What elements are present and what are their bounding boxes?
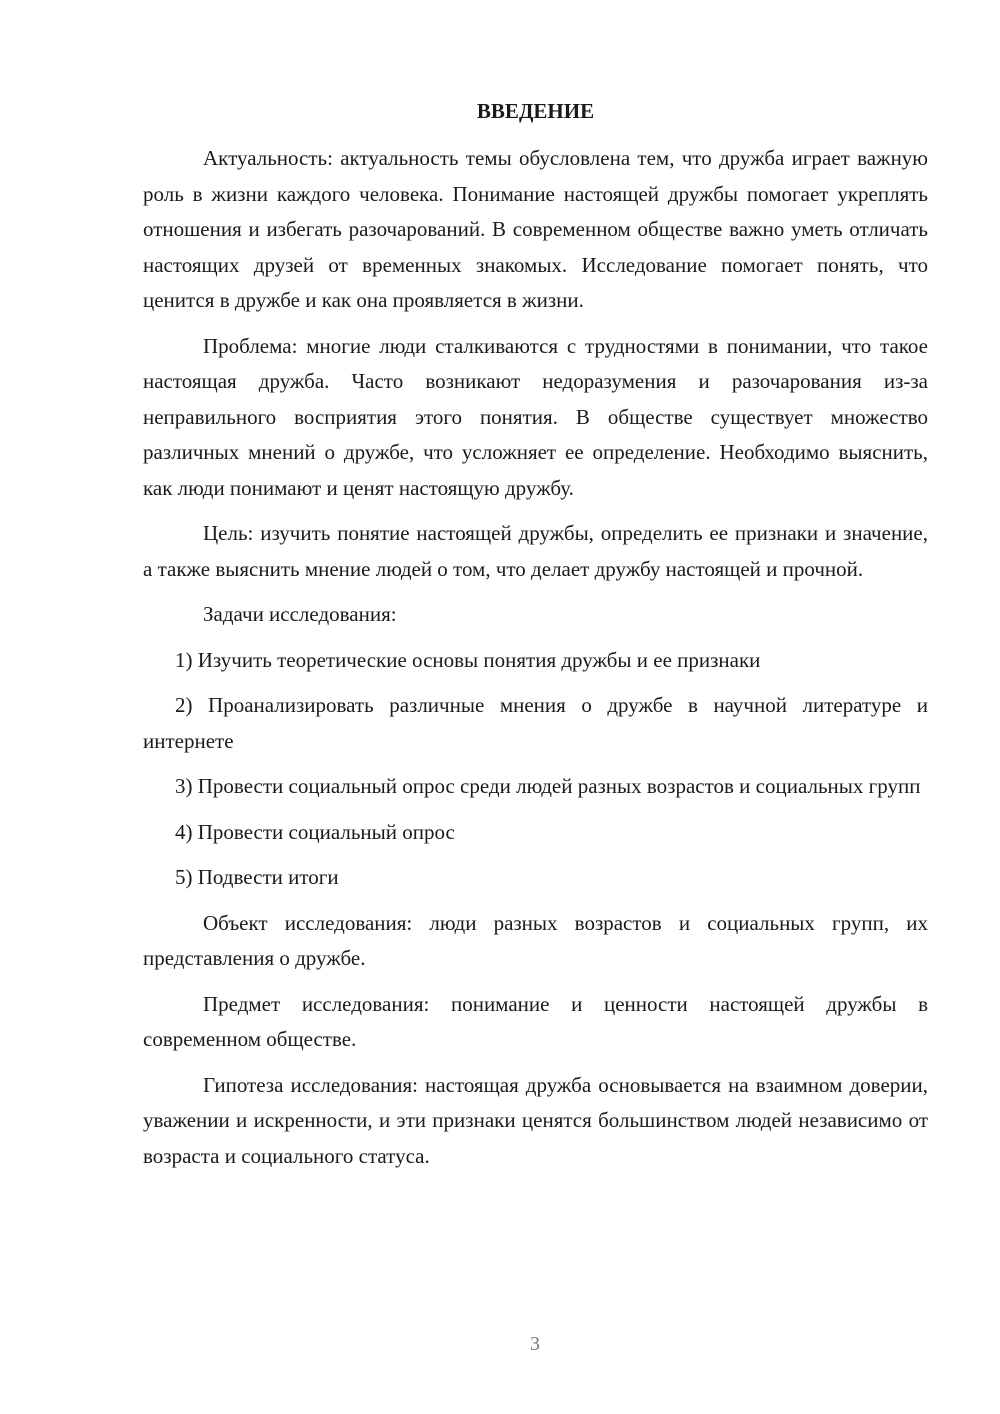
subject-paragraph: Предмет исследования: понимание и ценности настоящей дружбы в современном обществе. bbox=[143, 991, 928, 1051]
page-number: 3 bbox=[530, 1333, 540, 1355]
task-item-5: 5) Подвести итоги bbox=[175, 865, 339, 889]
task-item-4: 4) Провести социальный опрос bbox=[175, 819, 455, 844]
task-item-3: 3) Провести социальный опрос среди людей разных возрастов и социальных групп bbox=[175, 774, 921, 798]
tasks-heading: Задачи исследования: bbox=[203, 602, 397, 626]
page-content bbox=[143, 94, 928, 1184]
relevance-paragraph: Актуальность: актуальность темы обусловлена тем, что дружба играет важную роль в жизни каждого человека. Понимание настоящей дружбы помогает укреплять отношения и избегать разочарований. В современном обществе важно уметь отличать настоящих друзей от временных знакомых. Исследование помогает понять, что ценится в дружбе и как она проявляется в жизни. bbox=[143, 146, 928, 312]
hypothesis-paragraph: Гипотеза исследования: настоящая дружба основывается на взаимном доверии, уважении и искренности, и эти признаки ценятся большинством людей независимо от возраста и социального статуса. bbox=[143, 1072, 928, 1168]
section-title: ВВЕДЕНИЕ bbox=[476, 99, 595, 123]
task-item-2: 2) Проанализировать различные мнения о дружбе в научной литературе и интернете bbox=[143, 693, 928, 753]
task-item-1: 1) Изучить теоретические основы понятия дружбы и ее признаки bbox=[175, 647, 761, 672]
problem-paragraph: Проблема: многие люди сталкиваются с трудностями в понимании, что такое настоящая дружба. Часто возникают недоразумения и разочарования из-за неправильного восприятия этого понятия. В обществе существует множество различных мнений о дружбе, что усложняет ее определение. Необходимо выяснить, как люди понимают и ценят настоящую дружбу. bbox=[143, 333, 928, 500]
object-paragraph: Объект исследования: люди разных возрастов и социальных групп, их представления о дружбе. bbox=[143, 910, 928, 970]
goal-paragraph: Цель: изучить понятие настоящей дружбы, определить ее признаки и значение, а также выяснить мнение людей о том, что делает дружбу настоящей и прочной. bbox=[143, 521, 928, 581]
